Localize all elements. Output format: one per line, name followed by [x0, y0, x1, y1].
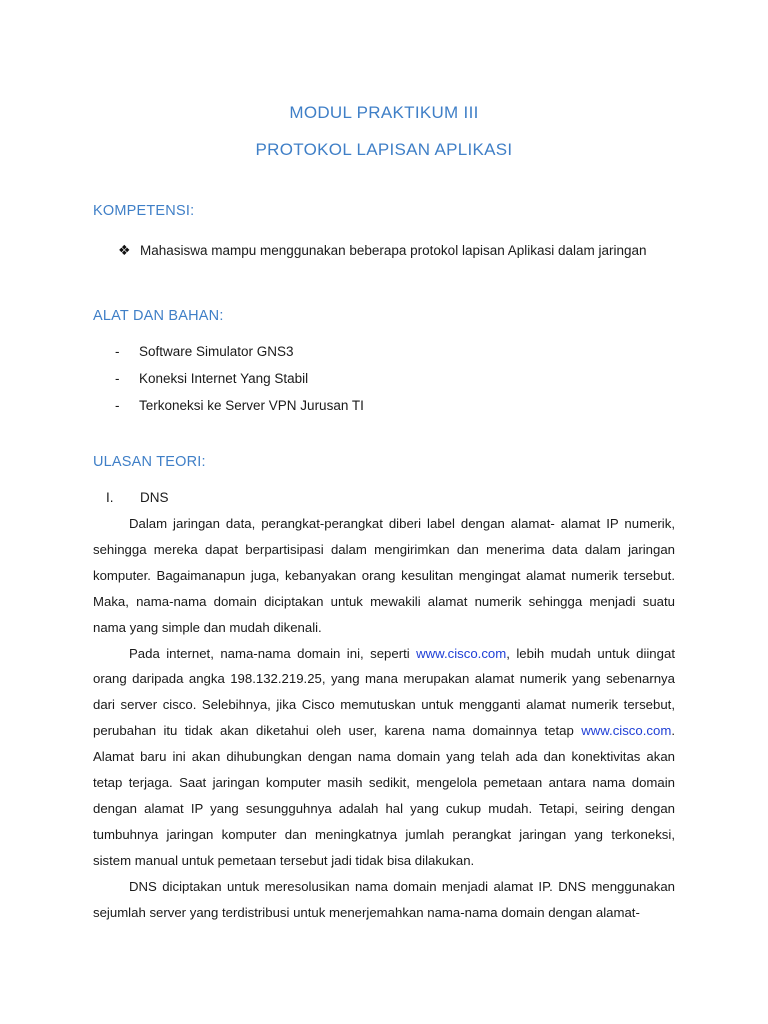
dash-bullet: -: [115, 344, 120, 359]
subsection-heading: [106, 490, 169, 505]
dash-bullet: -: [115, 371, 120, 386]
body-text: [93, 511, 675, 926]
alat-item: [115, 371, 308, 386]
paragraph-1: Dalam jaringan data, perangkat-perangkat diberi label dengan alamat- alamat IP numerik, sehingga mereka dapat berpartisipasi dalam mengirimkan dan menerima data dalam jaringan komputer. Bagaimanapun juga, kebanyakan orang kesulitan mengingat alamat numerik tersebut. Maka, nama-nama domain diciptakan untuk mewakili alamat numerik sehingga menjadi suatu nama yang simple dan mudah dikenali.: [93, 516, 675, 635]
paragraph-3: DNS diciptakan untuk meresolusikan nama domain menjadi alamat IP. DNS menggunakan sejumlah server yang terdistribusi untuk menerjemahkan nama-nama domain dengan alamat-: [93, 878, 675, 920]
paragraph-2-text-a: Pada internet, nama-nama domain ini, seperti: [129, 645, 417, 661]
ulasan-heading: ULASAN TEORI:: [93, 454, 206, 470]
diamond-bullet-icon: ❖: [118, 242, 131, 258]
alat-item: [115, 344, 294, 359]
alat-item-text: Software Simulator GNS3: [139, 344, 294, 359]
alat-item: [115, 398, 364, 413]
kompetensi-heading: KOMPETENSI:: [93, 203, 195, 219]
alat-item-text: Terkoneksi ke Server VPN Jurusan TI: [139, 398, 364, 413]
alat-heading: ALAT DAN BAHAN:: [93, 308, 224, 324]
subsection-number: I.: [106, 490, 114, 505]
module-title: MODUL PRAKTIKUM III: [289, 103, 479, 122]
paragraph-2: [93, 641, 675, 874]
dash-bullet: -: [115, 398, 120, 413]
kompetensi-item-text: Mahasiswa mampu menggunakan beberapa protokol lapisan Aplikasi dalam jaringan: [140, 243, 647, 258]
subsection-title: DNS: [140, 490, 169, 505]
cisco-link[interactable]: www.cisco.com: [416, 645, 507, 661]
alat-item-text: Koneksi Internet Yang Stabil: [139, 371, 309, 386]
module-subtitle: PROTOKOL LAPISAN APLIKASI: [255, 140, 513, 159]
paragraph-2-text-c: . Alamat baru ini akan dihubungkan dengan nama domain yang telah ada dan konektivitas akan tetap terjaga. Saat jaringan komputer masih sedikit, mengelola pemetaan antara nama domain dengan alamat IP yang sesungguhnya adalah hal yang cukup mudah. Tetapi, seiring dengan tumbuhnya jaringan komputer dan meningkatnya jumlah perangkat jaringan yang terkoneksi, sistem manual untuk pemetaan tersebut jadi tidak bisa dilakukan.: [93, 723, 675, 868]
cisco-link[interactable]: www.cisco.com: [581, 723, 672, 739]
paragraph-2-text-b: , lebih mudah untuk diingat orang daripada angka 198.132.219.25, yang mana merupakan alamat numerik yang sebenarnya dari server cisco. Selebihnya, jika Cisco memutuskan untuk mengganti alamat numerik tersebut, perubahan itu tidak akan diketahui oleh user, karena nama domainnya tetap: [93, 645, 675, 739]
kompetensi-item: [118, 242, 647, 259]
